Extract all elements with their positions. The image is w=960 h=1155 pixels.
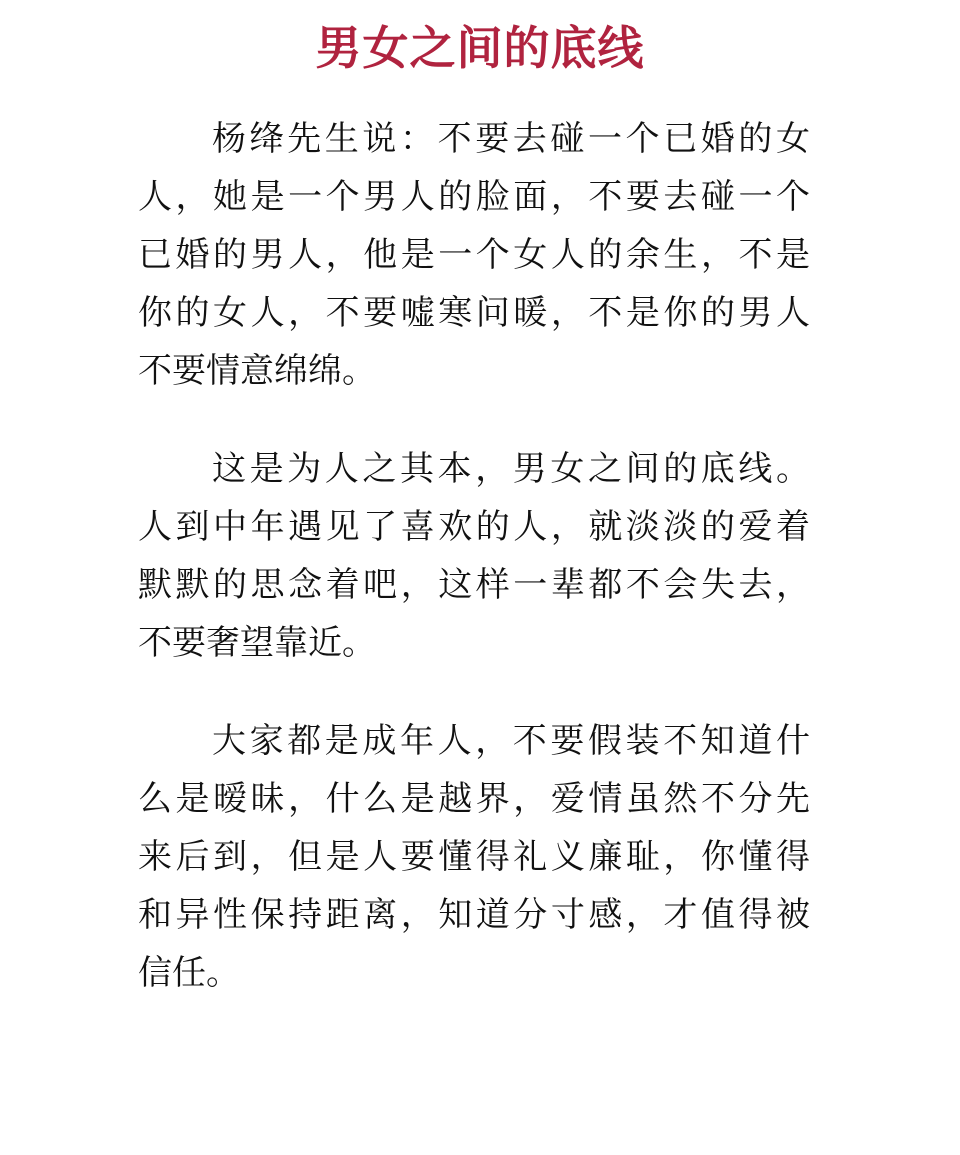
text-line: 来后到，但是人要懂得礼义廉耻，你懂得	[138, 837, 810, 877]
text-line: 和异性保持距离，知道分寸感，才值得被	[138, 895, 810, 935]
text-line: 人到中年遇见了喜欢的人，就淡淡的爱着	[138, 507, 810, 547]
paragraph-3	[138, 712, 810, 1002]
text-line: 杨绛先生说：不要去碰一个已婚的女	[212, 119, 810, 159]
page-title: 男女之间的底线	[315, 21, 645, 75]
text-line: 默默的思念着吧，这样一辈都不会失去，	[138, 565, 810, 605]
paragraph-1	[138, 110, 810, 400]
text-line: 大家都是成年人，不要假装不知道什	[212, 721, 810, 761]
text-line: 信任。	[138, 953, 240, 993]
paragraph-2	[138, 440, 810, 672]
text-line: 这是为人之其本，男女之间的底线。	[212, 449, 810, 489]
text-line: 你的女人，不要嘘寒问暖，不是你的男人	[138, 293, 810, 333]
text-line: 已婚的男人，他是一个女人的余生，不是	[138, 235, 810, 275]
text-line: 不要情意绵绵。	[138, 351, 376, 391]
text-line: 么是暧昧，什么是越界，爱情虽然不分先	[138, 779, 810, 819]
text-line: 人，她是一个男人的脸面，不要去碰一个	[138, 177, 810, 217]
text-line: 不要奢望靠近。	[138, 623, 376, 663]
